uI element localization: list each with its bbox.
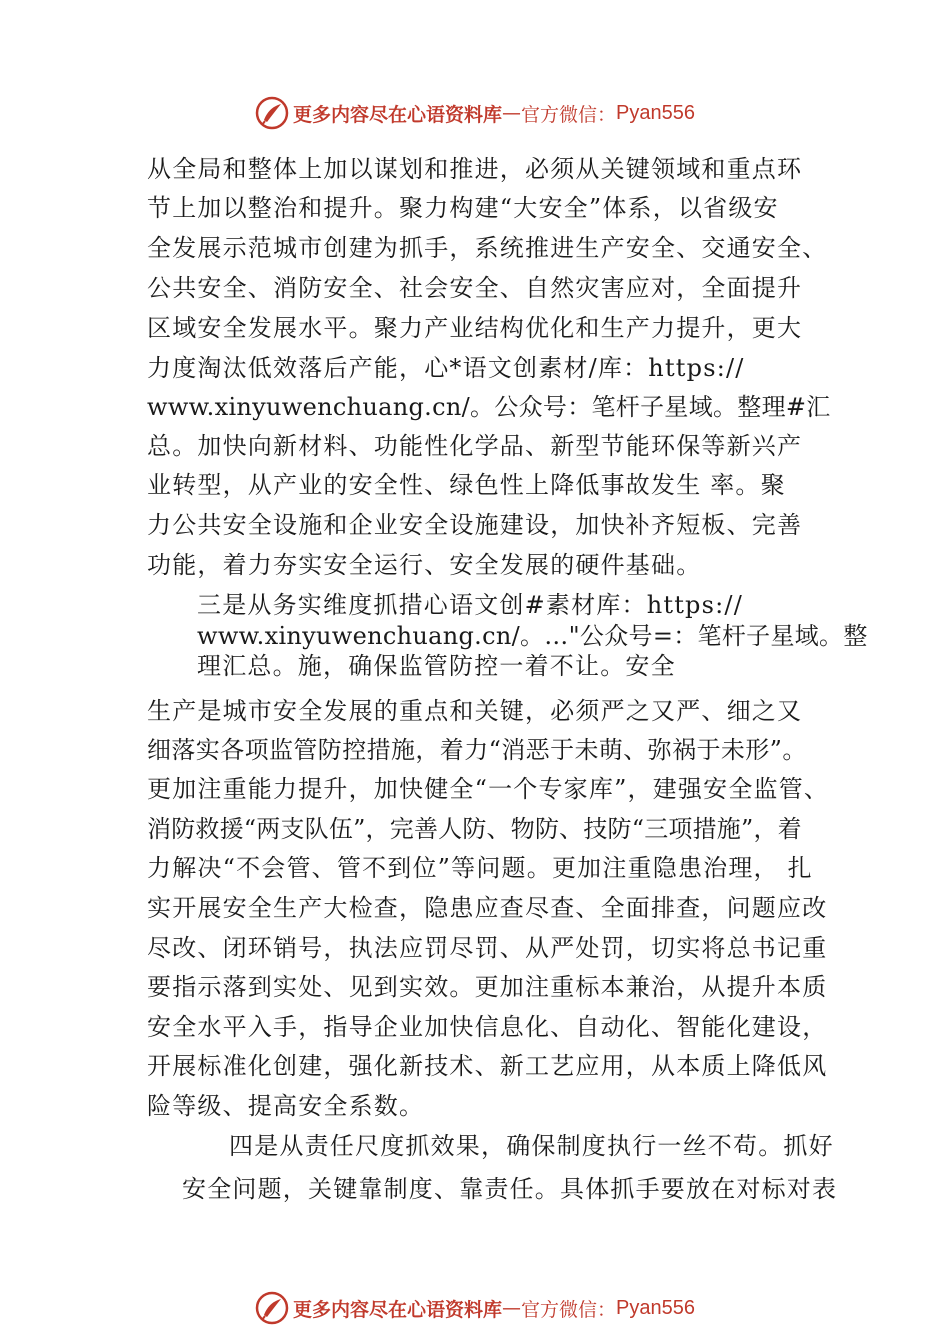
- header-wechat-label: 官方微信：: [521, 103, 617, 126]
- header-wechat-id: Pyan556: [616, 101, 695, 124]
- text-line: 区域安全发展水平。聚力产业结构优化和生产力提升，更大: [147, 314, 803, 342]
- text-line: 节上加以整治和提升。聚力构建“大安全”体系，以省级安: [147, 194, 779, 222]
- text-line: www.xinyuwenchuang.cn/。公众号：笔杆子星域。整理#汇: [147, 393, 831, 421]
- text-line: 力解决“不会管、管不到位”等问题。更加注重隐患治理， 扎: [147, 854, 813, 882]
- footer-wechat-id: Pyan556: [616, 1296, 695, 1319]
- header-separator: —: [502, 102, 522, 124]
- footer-brand-text: 更多内容尽在心语资料库: [293, 1298, 503, 1321]
- text-line: 安全水平入手，指导企业加快信息化、自动化、智能化建设，: [147, 1013, 828, 1041]
- brand-logo-icon: [255, 96, 289, 130]
- text-line: 生产是城市安全发展的重点和关键，必须严之又严、细之又: [147, 697, 803, 725]
- paragraph-heading: 三是从务实维度抓措心语文创#素材库：https://: [197, 591, 743, 619]
- text-line: 实开展安全生产大检查，隐患应查尽查、全面排查，问题应改: [147, 894, 828, 922]
- text-line: 理汇总。施，确保监管防控一着不让。安全: [197, 652, 676, 680]
- brand-logo-icon: [255, 1291, 289, 1325]
- text-line: 功能，着力夯实安全运行、安全发展的硬件基础。: [147, 551, 702, 579]
- text-line: 力度淘汰低效落后产能，心*语文创素材/库：https://: [147, 354, 745, 382]
- text-line: 开展标准化创建，强化新技术、新工艺应用，从本质上降低风: [147, 1052, 828, 1080]
- text-line: 全发展示范城市创建为抓手，系统推进生产安全、交通安全、: [147, 234, 828, 262]
- text-line: 安全问题，关键靠制度、靠责任。具体抓手要放在对标对表: [182, 1175, 838, 1203]
- text-line: 更加注重能力提升，加快健全“一个专家库”，建强安全监管、: [147, 775, 830, 803]
- text-line: 要指示落到实处、见到实效。更加注重标本兼治，从提升本质: [147, 973, 828, 1001]
- header-brand-text: 更多内容尽在心语资料库: [293, 103, 503, 126]
- text-line: 力公共安全设施和企业安全设施建设，加快补齐短板、完善: [147, 511, 803, 539]
- footer-wechat-label: 官方微信：: [521, 1298, 617, 1321]
- text-line: 总。加快向新材料、功能性化学品、新型节能环保等新兴产: [147, 432, 803, 460]
- text-line: 业转型，从产业的安全性、绿色性上降低事故发生 率。聚: [147, 471, 786, 499]
- header-banner: [0, 93, 950, 133]
- footer-banner: [0, 1288, 950, 1328]
- text-line: 尽改、闭环销号，执法应罚尽罚、从严处罚，切实将总书记重: [147, 934, 828, 962]
- text-line: 险等级、提高安全系数。: [147, 1092, 425, 1120]
- text-line: 细落实各项监管防控措施，着力“消恶于未萌、弥祸于未形”。: [147, 736, 807, 764]
- text-line: 从全局和整体上加以谋划和推进，必须从关键领域和重点环: [147, 155, 803, 183]
- paragraph-heading: 四是从责任尺度抓效果，确保制度执行一丝不苟。抓好: [229, 1132, 834, 1160]
- footer-separator: —: [502, 1297, 522, 1319]
- text-line: www.xinyuwenchuang.cn/。…"公众号=：笔杆子星域。整: [197, 622, 868, 650]
- text-line: 消防救援“两支队伍”，完善人防、物防、技防“三项措施”，着: [147, 815, 802, 843]
- text-line: 公共安全、消防安全、社会安全、自然灾害应对，全面提升: [147, 274, 803, 302]
